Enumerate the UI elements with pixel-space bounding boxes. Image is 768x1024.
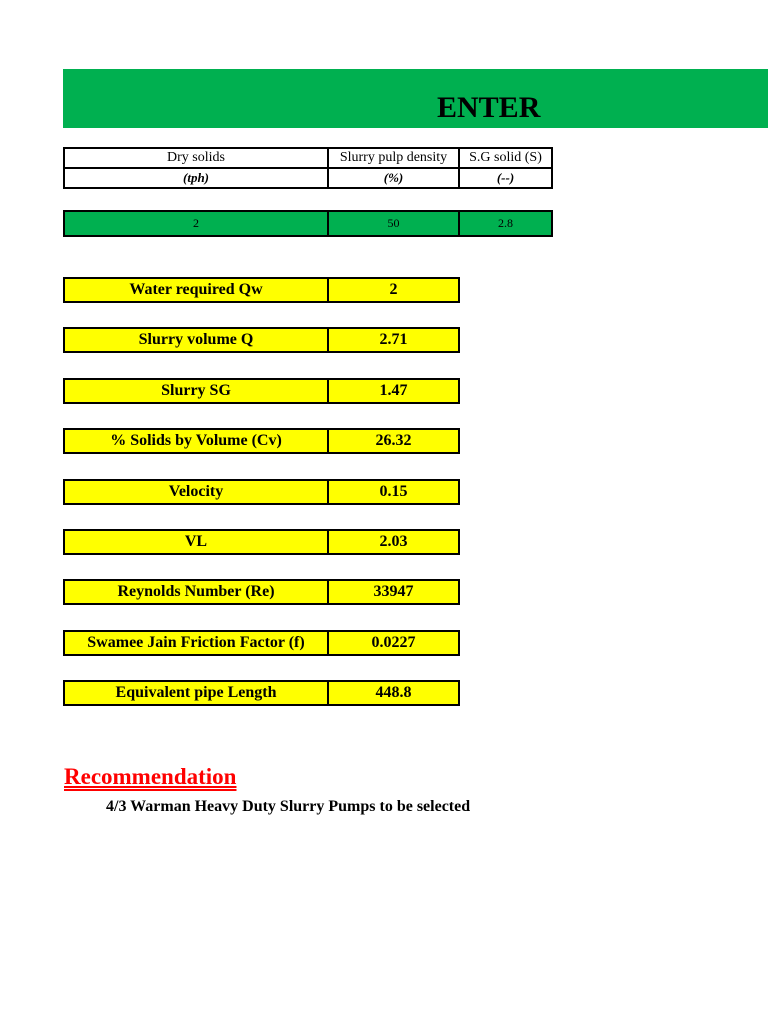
result-value[interactable]: 2.71 bbox=[328, 328, 459, 352]
result-label[interactable]: Water required Qw bbox=[64, 278, 328, 302]
input-values-table bbox=[63, 210, 553, 237]
result-equivalent-pipe-length bbox=[63, 680, 460, 706]
unit-sg-solid[interactable]: (--) bbox=[459, 168, 552, 188]
result-value[interactable]: 448.8 bbox=[328, 681, 459, 705]
result-label[interactable]: % Solids by Volume (Cv) bbox=[64, 429, 328, 453]
result-label[interactable]: Swamee Jain Friction Factor (f) bbox=[64, 631, 328, 655]
unit-dry-solids[interactable]: (tph) bbox=[64, 168, 328, 188]
header-slurry-pulp-density[interactable]: Slurry pulp density bbox=[328, 148, 459, 168]
result-value[interactable]: 2 bbox=[328, 278, 459, 302]
result-value[interactable]: 26.32 bbox=[328, 429, 459, 453]
input-dry-solids[interactable]: 2 bbox=[64, 211, 328, 236]
banner-title: ENTER bbox=[437, 91, 541, 124]
result-solids-by-volume bbox=[63, 428, 460, 454]
input-values-row bbox=[64, 211, 552, 236]
input-sg-solid[interactable]: 2.8 bbox=[459, 211, 552, 236]
result-value[interactable]: 2.03 bbox=[328, 530, 459, 554]
result-velocity bbox=[63, 479, 460, 505]
result-label[interactable]: Slurry volume Q bbox=[64, 328, 328, 352]
result-label[interactable]: Velocity bbox=[64, 480, 328, 504]
result-vl bbox=[63, 529, 460, 555]
result-slurry-volume bbox=[63, 327, 460, 353]
result-label[interactable]: Reynolds Number (Re) bbox=[64, 580, 328, 604]
input-header-table bbox=[63, 147, 553, 189]
header-row bbox=[64, 148, 552, 168]
unit-slurry-pulp-density[interactable]: (%) bbox=[328, 168, 459, 188]
result-label[interactable]: VL bbox=[64, 530, 328, 554]
result-value[interactable]: 1.47 bbox=[328, 379, 459, 403]
header-sg-solid[interactable]: S.G solid (S) bbox=[459, 148, 552, 168]
result-water-required bbox=[63, 277, 460, 303]
result-value[interactable]: 0.15 bbox=[328, 480, 459, 504]
recommendation-text: 4/3 Warman Heavy Duty Slurry Pumps to be selected bbox=[106, 798, 471, 815]
input-slurry-pulp-density[interactable]: 50 bbox=[328, 211, 459, 236]
result-label[interactable]: Slurry SG bbox=[64, 379, 328, 403]
result-value[interactable]: 33947 bbox=[328, 580, 459, 604]
result-slurry-sg bbox=[63, 378, 460, 404]
header-dry-solids[interactable]: Dry solids bbox=[64, 148, 328, 168]
result-friction-factor bbox=[63, 630, 460, 656]
enter-banner bbox=[63, 69, 768, 128]
result-reynolds-number bbox=[63, 579, 460, 605]
result-label[interactable]: Equivalent pipe Length bbox=[64, 681, 328, 705]
result-value[interactable]: 0.0227 bbox=[328, 631, 459, 655]
recommendation-title: Recommendation bbox=[64, 764, 237, 789]
unit-row bbox=[64, 168, 552, 188]
